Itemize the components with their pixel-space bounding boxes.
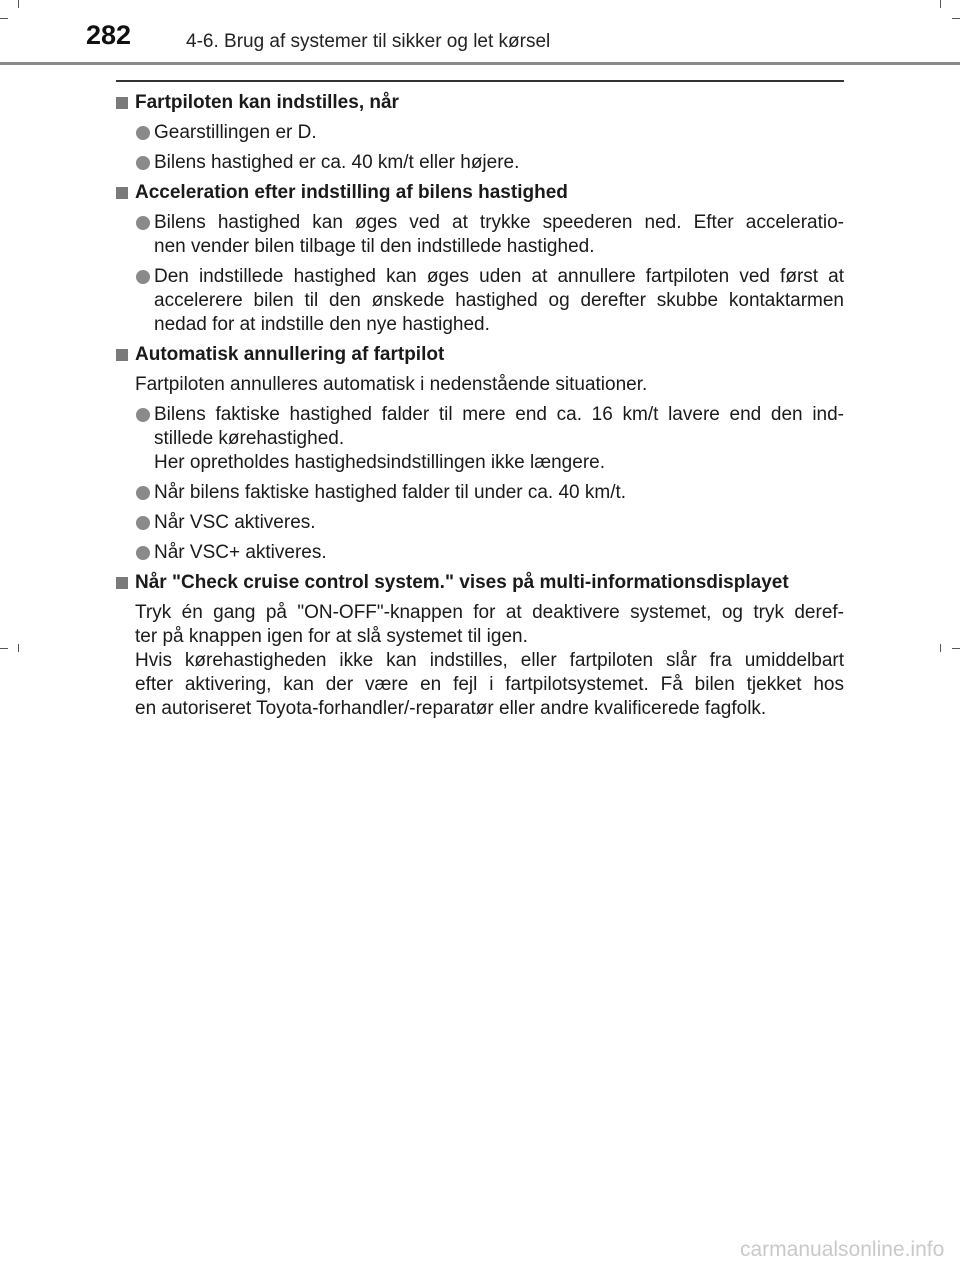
square-bullet-icon: [116, 577, 128, 589]
section-rule: [116, 80, 844, 82]
page-header: [0, 0, 960, 64]
bullet-item: [116, 121, 844, 145]
section-heading-text: Fartpiloten kan indstilles, når: [135, 92, 399, 113]
section-heading: [116, 181, 844, 205]
text-line: Her opretholdes hastighedsindstillingen ikke længere.: [154, 452, 605, 473]
header-rule: [0, 62, 960, 65]
text-line: efter aktivering, kan der være en fejl i fartpilotsystemet. Få bilen tjekket hos: [135, 674, 844, 695]
circle-bullet-icon: [136, 270, 150, 284]
text-line: Når VSC+ aktiveres.: [154, 542, 327, 563]
circle-bullet-icon: [136, 216, 150, 230]
section-heading: [116, 343, 844, 367]
crop-mark: [0, 648, 8, 649]
bullet-item: [116, 151, 844, 175]
text-line: nen vender bilen tilbage til den indstillede hastighed.: [154, 236, 595, 257]
document-body: [116, 91, 844, 727]
circle-bullet-icon: [136, 156, 150, 170]
body-paragraph: [116, 373, 844, 397]
square-bullet-icon: [116, 349, 128, 361]
text-line: Når bilens faktiske hastighed falder til under ca. 40 km/t.: [154, 482, 627, 503]
text-line: Hvis kørehastigheden ikke kan indstilles, eller fartpiloten slår fra umiddelbart: [135, 650, 844, 671]
section-heading-text: Når "Check cruise control system." vises på multi-informationsdisplayet: [135, 572, 789, 593]
bullet-item: [116, 265, 844, 337]
text-line: Bilens hastighed kan øges ved at trykke speederen ned. Efter acceleratio-: [154, 212, 844, 233]
section: [116, 571, 844, 721]
watermark-logo: carmanualsonline.info: [740, 1238, 945, 1261]
text-line: Fartpiloten annulleres automatisk i nedenstående situationer.: [135, 374, 648, 395]
section-heading-text: Acceleration efter indstilling af bilens hastighed: [135, 182, 568, 203]
body-paragraph: [116, 601, 844, 721]
text-line: en autoriseret Toyota-forhandler/-reparatør eller andre kvalificerede fagfolk.: [135, 698, 767, 719]
text-line: stillede kørehastighed.: [154, 428, 345, 449]
crop-mark: [18, 644, 19, 652]
text-line: accelerere bilen til den ønskede hastighed og derefter skubbe kontaktarmen: [154, 290, 844, 311]
text-line: Gearstillingen er D.: [154, 122, 317, 143]
bullet-item: [116, 481, 844, 505]
bullet-item: [116, 211, 844, 259]
square-bullet-icon: [116, 97, 128, 109]
circle-bullet-icon: [136, 546, 150, 560]
chapter-title: 4-6. Brug af systemer til sikker og let kørsel: [186, 31, 551, 52]
text-line: Bilens hastighed er ca. 40 km/t eller højere.: [154, 152, 520, 173]
text-line: Bilens faktiske hastighed falder til mere end ca. 16 km/t lavere end den ind-: [154, 404, 844, 425]
bullet-item: [116, 403, 844, 475]
section: [116, 181, 844, 337]
bullet-item: [116, 541, 844, 565]
section-heading: [116, 571, 844, 595]
crop-mark: [940, 644, 941, 652]
bullet-item: [116, 511, 844, 535]
text-line: ter på knappen igen for at slå systemet til igen.: [135, 626, 528, 647]
text-line: Den indstillede hastighed kan øges uden at annullere fartpiloten ved først at: [154, 266, 844, 287]
circle-bullet-icon: [136, 408, 150, 422]
section: [116, 91, 844, 175]
crop-mark: [952, 648, 960, 649]
text-line: nedad for at indstille den nye hastighed.: [154, 314, 490, 335]
circle-bullet-icon: [136, 486, 150, 500]
square-bullet-icon: [116, 187, 128, 199]
section: [116, 343, 844, 565]
section-heading: [116, 91, 844, 115]
page-number: 282: [86, 20, 132, 50]
text-line: Tryk én gang på "ON-OFF"-knappen for at deaktivere systemet, og tryk deref-: [135, 602, 844, 623]
circle-bullet-icon: [136, 126, 150, 140]
circle-bullet-icon: [136, 516, 150, 530]
section-heading-text: Automatisk annullering af fartpilot: [135, 344, 445, 365]
text-line: Når VSC aktiveres.: [154, 512, 316, 533]
